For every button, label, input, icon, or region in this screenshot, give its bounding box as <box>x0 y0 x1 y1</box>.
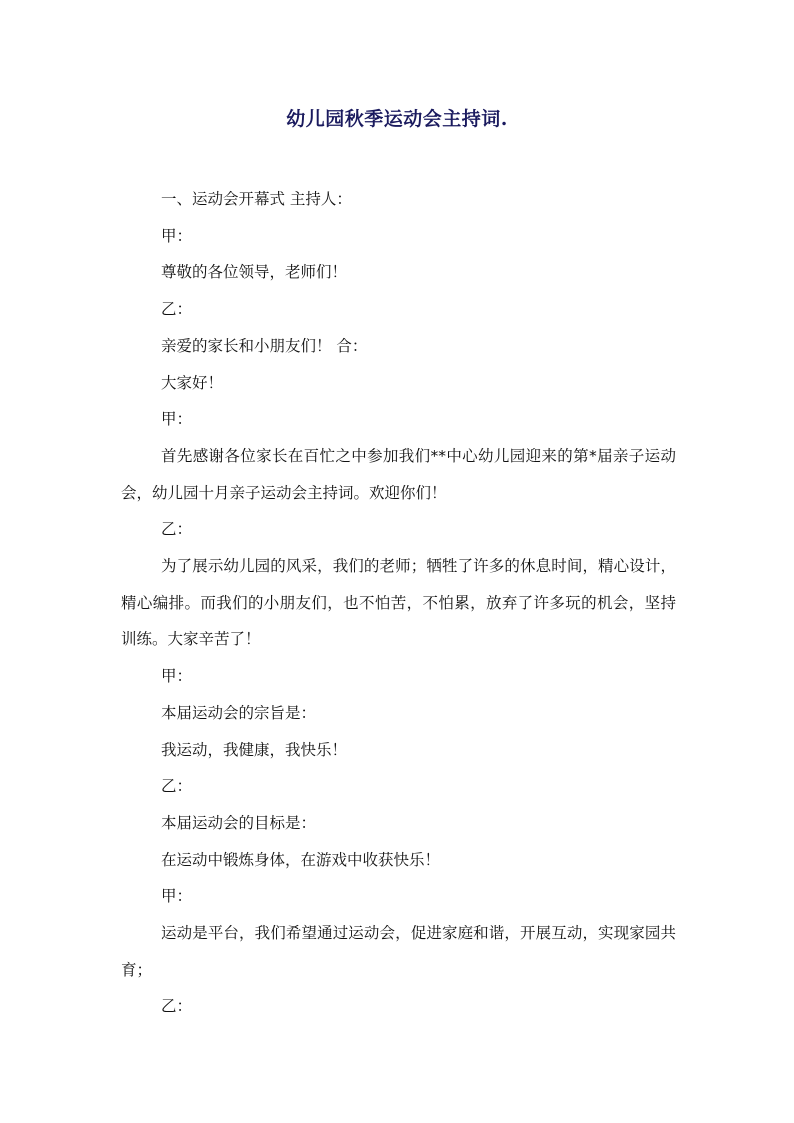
paragraph: 我运动，我健康，我快乐！ <box>161 740 348 759</box>
paragraph: 首先感谢各位家长在百忙之中参加我们**中心幼儿园迎来的第*届亲子运动会，幼儿园十月亲子运动会主持词。欢迎你们！ <box>121 446 676 502</box>
paragraph: 运动是平台，我们希望通过运动会，促进家庭和谐，开展互动，实现家园共育； <box>121 924 676 979</box>
paragraph: 一、运动会开幕式 主持人： <box>161 190 352 208</box>
paragraph: 乙： <box>161 300 193 319</box>
paragraph: 乙： <box>161 520 193 539</box>
paragraph: 本届运动会的目标是： <box>161 813 317 832</box>
document-body <box>121 181 676 1025</box>
paragraph: 乙： <box>161 777 193 796</box>
paragraph: 甲： <box>161 226 193 245</box>
paragraph: 为了展示幼儿园的风采，我们的老师；牺牲了许多的休息时间，精心设计，精心编排。而我们的小朋友们，也不怕苦，不怕累，放弃了许多玩的机会，坚持训练。大家辛苦了！ <box>121 557 676 649</box>
document-title: 幼儿园秋季运动会主持词. <box>286 108 508 130</box>
paragraph: 尊敬的各位领导，老师们！ <box>161 263 348 282</box>
paragraph: 乙： <box>161 997 193 1016</box>
paragraph: 甲： <box>161 667 193 686</box>
paragraph: 在运动中锻炼身体，在游戏中收获快乐！ <box>161 850 441 869</box>
paragraph: 甲： <box>161 887 193 906</box>
paragraph: 甲： <box>161 410 193 429</box>
paragraph: 亲爱的家长和小朋友们！ 合： <box>161 336 368 355</box>
paragraph: 大家好！ <box>161 373 224 392</box>
paragraph: 本届运动会的宗旨是： <box>161 703 317 722</box>
